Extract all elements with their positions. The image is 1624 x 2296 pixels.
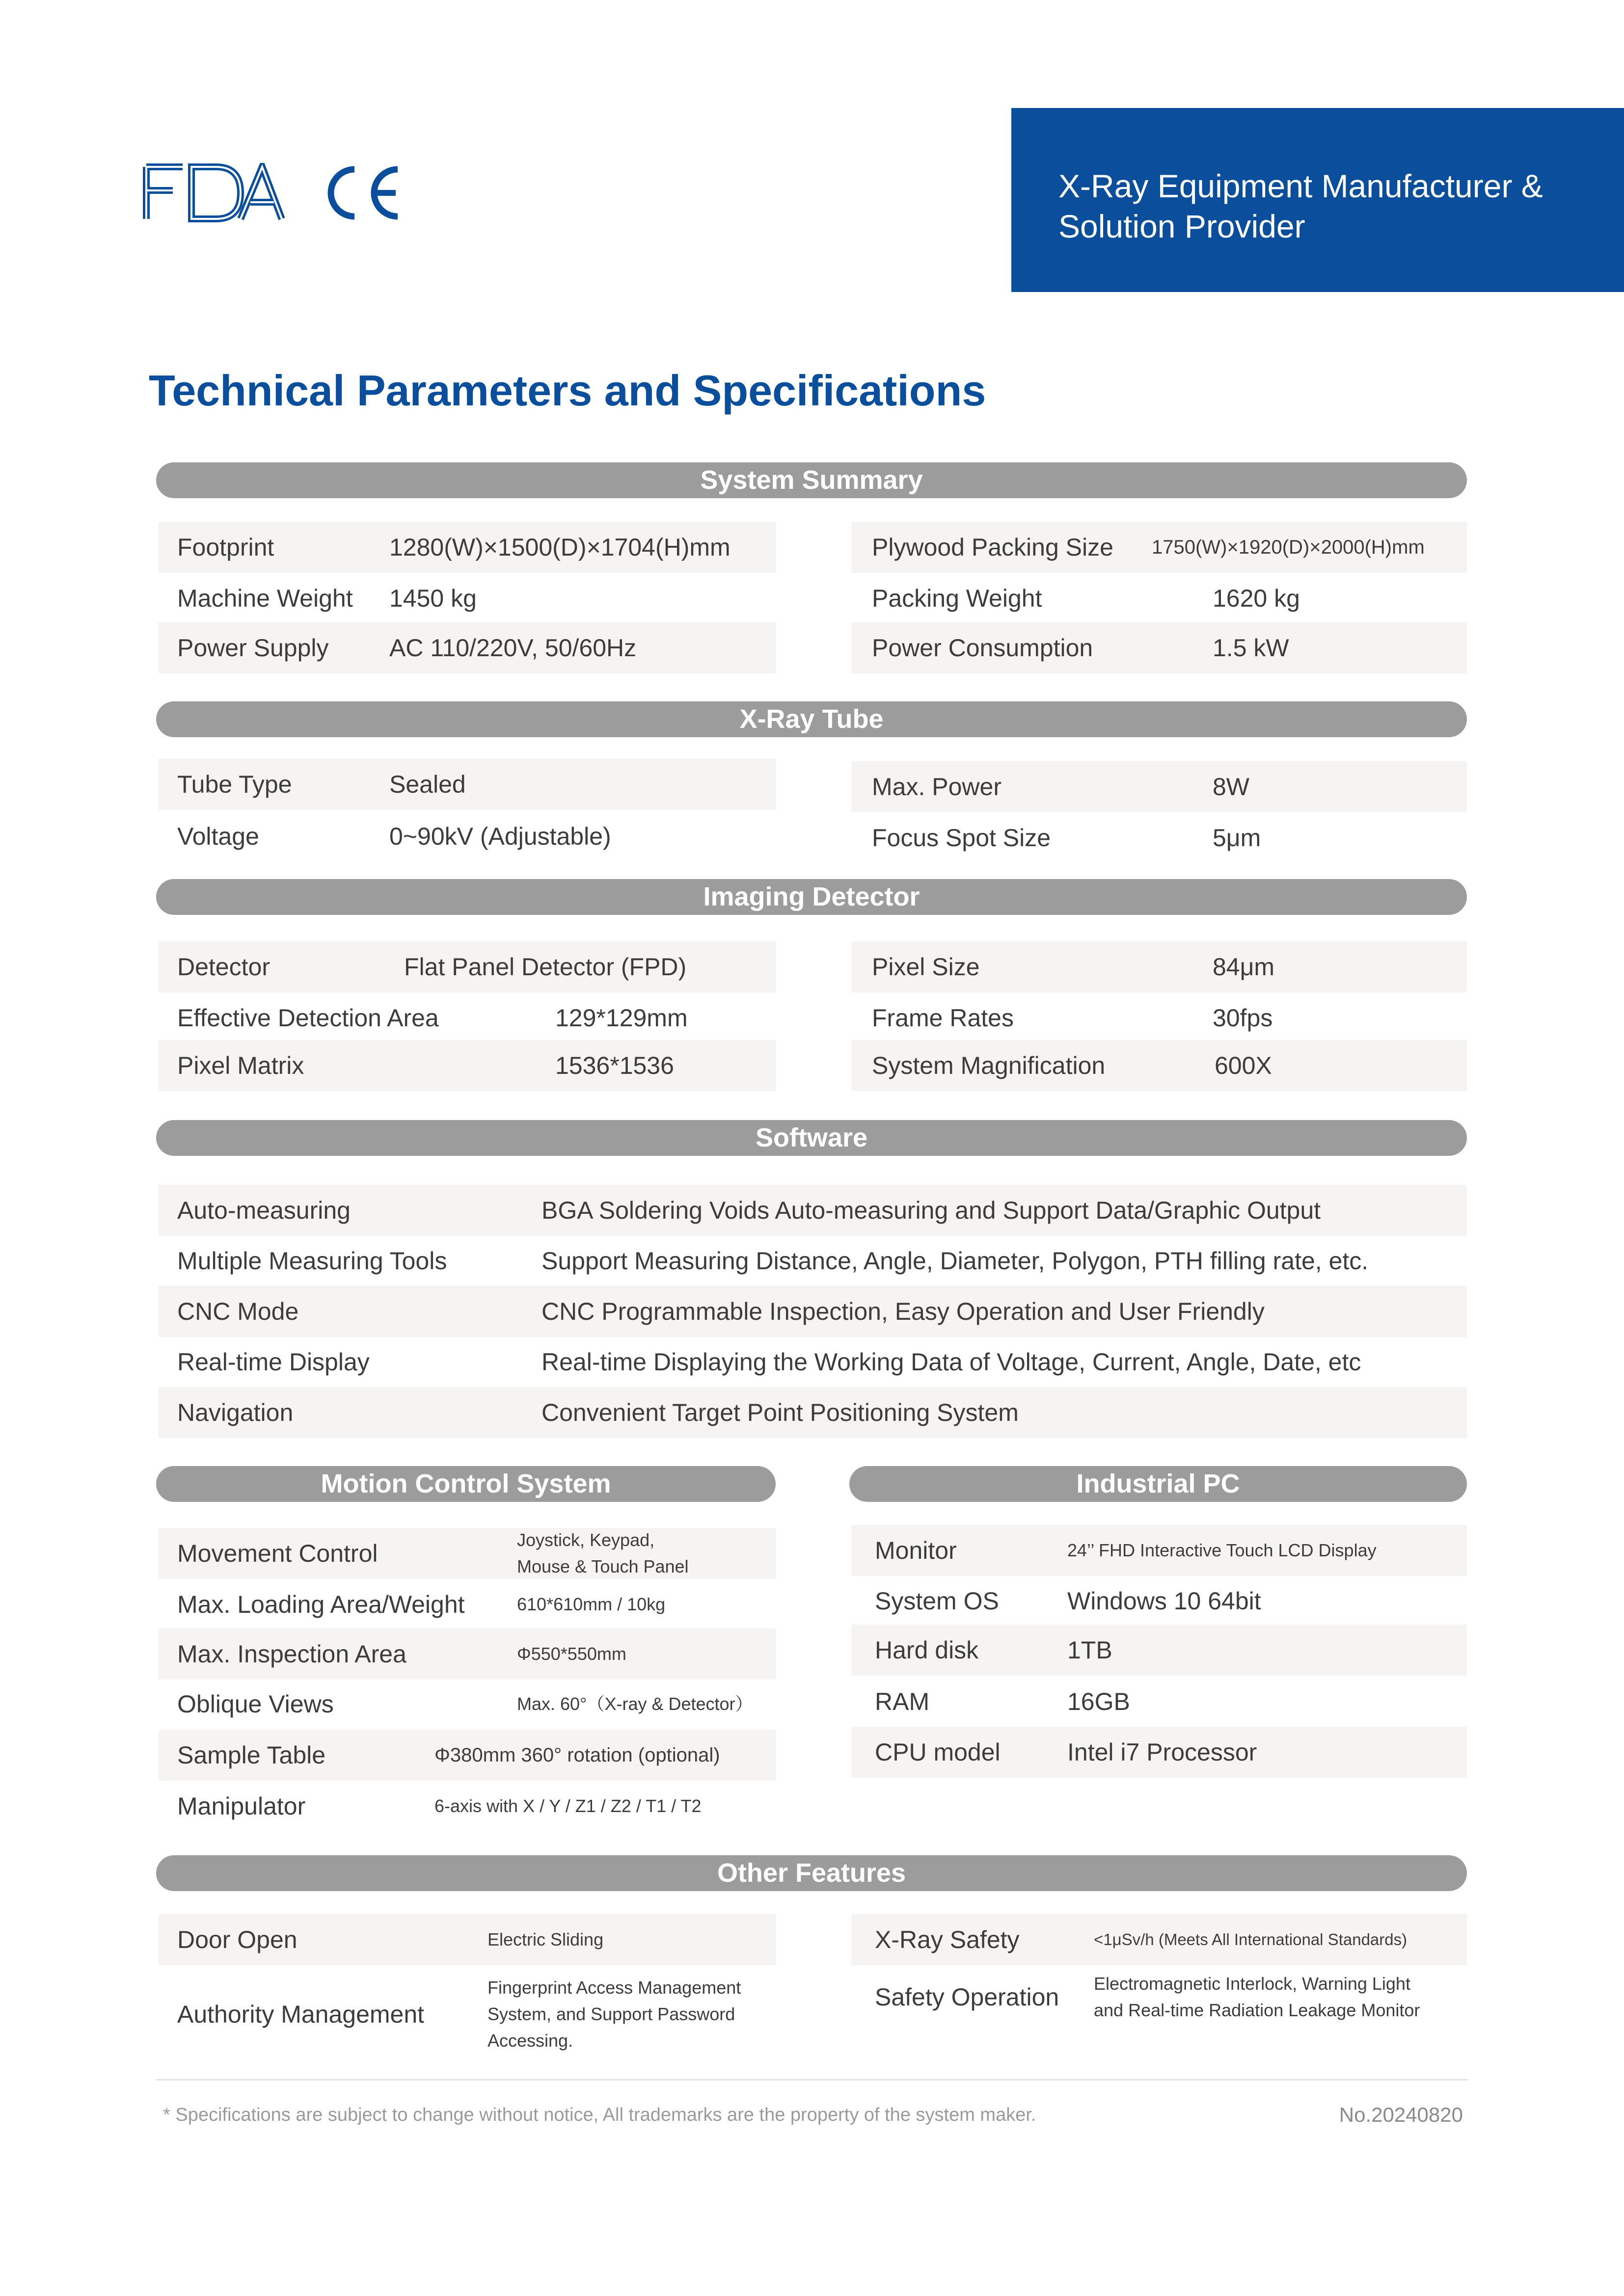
spec-label: Frame Rates (872, 1004, 1014, 1032)
spec-value: 1280(W)×1500(D)×1704(H)mm (389, 534, 731, 561)
section-header-software: Software (156, 1120, 1467, 1156)
spec-row (851, 812, 1467, 863)
spec-value: Real-time Displaying the Working Data of Voltage, Current, Angle, Date, etc (541, 1348, 1361, 1376)
spec-row (159, 811, 776, 862)
spec-value: Windows 10 64bit (1067, 1587, 1261, 1615)
spec-label: RAM (875, 1688, 930, 1715)
spec-row (851, 522, 1467, 573)
spec-label: Plywood Packing Size (872, 534, 1113, 561)
footer-divider (156, 2079, 1468, 2081)
spec-row (159, 1579, 776, 1630)
spec-value: 0~90kV (Adjustable) (389, 823, 611, 850)
spec-label: System Magnification (872, 1052, 1106, 1079)
spec-label: Power Consumption (872, 634, 1093, 662)
spec-row (851, 1625, 1467, 1676)
spec-row (159, 992, 776, 1043)
spec-row (159, 1781, 776, 1832)
spec-label: Auto-measuring (177, 1197, 351, 1224)
spec-label: Navigation (177, 1399, 294, 1426)
spec-label: Door Open (177, 1926, 298, 1953)
spec-label: Hard disk (875, 1636, 979, 1664)
spec-row (851, 1727, 1467, 1778)
banner-line-2: Solution Provider (1058, 208, 1305, 244)
spec-row (851, 622, 1467, 673)
spec-row (159, 1730, 776, 1781)
section-header-industrial-pc: Industrial PC (849, 1466, 1467, 1502)
spec-label: Max. Loading Area/Weight (177, 1591, 465, 1618)
spec-row (159, 941, 776, 992)
spec-row (159, 622, 776, 673)
spec-label: Power Supply (177, 634, 329, 662)
banner-line-1: X-Ray Equipment Manufacturer & (1058, 168, 1543, 204)
spec-value: 1620 kg (1213, 585, 1300, 612)
section-header-imaging-detector: Imaging Detector (156, 879, 1467, 915)
header-banner (1011, 108, 1624, 292)
spec-row (159, 1965, 776, 2063)
spec-label: Sample Table (177, 1741, 326, 1769)
spec-label: Monitor (875, 1537, 957, 1564)
spec-label: Pixel Size (872, 953, 980, 981)
spec-value: Sealed (389, 771, 466, 798)
section-header-motion-control: Motion Control System (156, 1466, 776, 1502)
spec-row (851, 941, 1467, 992)
document-number: No.20240820 (1339, 2103, 1463, 2126)
spec-row (851, 992, 1467, 1043)
spec-label: Max. Inspection Area (177, 1640, 406, 1668)
spec-label: Manipulator (177, 1792, 306, 1820)
spec-row (159, 1235, 1467, 1286)
section-header-other-features: Other Features (156, 1855, 1467, 1891)
spec-row (159, 1336, 1467, 1388)
spec-label: Detector (177, 953, 270, 981)
section-header-system-summary: System Summary (156, 462, 1467, 498)
spec-row (159, 1185, 1467, 1236)
spec-row (851, 761, 1467, 812)
spec-label: Max. Power (872, 773, 1001, 801)
spec-label: Footprint (177, 534, 274, 561)
spec-row (159, 522, 776, 573)
spec-row (159, 1914, 776, 1965)
footer-disclaimer: * Specifications are subject to change without notice, All trademarks are the property of the system maker. (163, 2105, 1036, 2125)
spec-row (159, 1040, 776, 1091)
spec-row (851, 573, 1467, 624)
spec-row (159, 759, 776, 810)
spec-value: 6-axis with X / Y / Z1 / Z2 / T1 / T2 (434, 1796, 702, 1816)
spec-value: Support Measuring Distance, Angle, Diameter, Polygon, PTH filling rate, etc. (541, 1247, 1369, 1275)
spec-value: 1.5 kW (1213, 634, 1289, 662)
spec-label: X-Ray Safety (875, 1926, 1020, 1953)
spec-label: Voltage (177, 823, 259, 850)
spec-label: Machine Weight (177, 585, 353, 612)
spec-row (159, 1679, 776, 1730)
spec-row (851, 1965, 1467, 2029)
spec-label: Tube Type (177, 771, 292, 798)
spec-row (159, 1629, 776, 1680)
spec-label: Effective Detection Area (177, 1004, 439, 1032)
spec-value: 1750(W)×1920(D)×2000(H)mm (1152, 536, 1425, 558)
spec-row (851, 1676, 1467, 1727)
spec-value: 16GB (1067, 1688, 1130, 1715)
spec-label: CNC Mode (177, 1298, 299, 1325)
spec-value: 1450 kg (389, 585, 477, 612)
spec-label: System OS (875, 1587, 999, 1615)
spec-value: 30fps (1213, 1004, 1273, 1032)
spec-value: Intel i7 Processor (1067, 1738, 1257, 1766)
spec-label: Safety Operation (875, 1983, 1059, 2011)
spec-row (851, 1914, 1467, 1965)
spec-label: Packing Weight (872, 585, 1042, 612)
spec-label: Real-time Display (177, 1348, 370, 1376)
spec-value: Φ380mm 360° rotation (optional) (434, 1744, 720, 1766)
spec-row (159, 1528, 776, 1579)
spec-value: Max. 60°（X-ray & Detector） (517, 1694, 753, 1714)
spec-label: CPU model (875, 1738, 1001, 1766)
spec-value: 5μm (1213, 824, 1261, 852)
spec-row (851, 1040, 1467, 1091)
ce-logo (324, 164, 403, 221)
spec-value: Joystick, Keypad, Mouse & Touch Panel (517, 1530, 689, 1576)
spec-value: 1TB (1067, 1636, 1112, 1664)
spec-label: Authority Management (177, 2001, 425, 2028)
spec-label: Oblique Views (177, 1690, 334, 1718)
spec-row (159, 1387, 1467, 1438)
page-title: Technical Parameters and Specifications (149, 366, 986, 415)
spec-value: 600X (1215, 1052, 1272, 1079)
spec-value: Convenient Target Point Positioning System (541, 1399, 1019, 1426)
spec-value: 129*129mm (555, 1004, 688, 1032)
spec-label: Multiple Measuring Tools (177, 1247, 447, 1275)
spec-value: <1μSv/h (Meets All International Standards) (1094, 1930, 1407, 1949)
spec-value: BGA Soldering Voids Auto-measuring and Support Data/Graphic Output (541, 1197, 1321, 1224)
spec-value: Φ550*550mm (517, 1644, 626, 1664)
section-header-xray-tube: X-Ray Tube (156, 701, 1467, 737)
fda-logo (142, 163, 285, 223)
spec-row (159, 1286, 1467, 1337)
spec-value: 1536*1536 (555, 1052, 674, 1079)
spec-value: 8W (1213, 773, 1249, 801)
spec-label: Movement Control (177, 1540, 378, 1567)
spec-row (851, 1575, 1467, 1627)
spec-value: CNC Programmable Inspection, Easy Operation and User Friendly (541, 1298, 1265, 1325)
spec-value: Electromagnetic Interlock, Warning Light and Real-time Radiation Leakage Monitor (1094, 1974, 1420, 2020)
spec-label: Pixel Matrix (177, 1052, 304, 1079)
spec-label: Focus Spot Size (872, 824, 1051, 852)
spec-row (159, 573, 776, 624)
spec-value: Fingerprint Access Management System, and Support Password Accessing. (487, 1977, 741, 2051)
spec-value: 84μm (1213, 953, 1275, 981)
spec-value: Electric Sliding (487, 1929, 604, 1949)
spec-value: 24’’ FHD Interactive Touch LCD Display (1067, 1540, 1377, 1560)
spec-value: 610*610mm / 10kg (517, 1594, 666, 1614)
spec-value: Flat Panel Detector (FPD) (404, 953, 687, 981)
spec-row (851, 1525, 1467, 1576)
spec-value: AC 110/220V, 50/60Hz (389, 634, 637, 662)
